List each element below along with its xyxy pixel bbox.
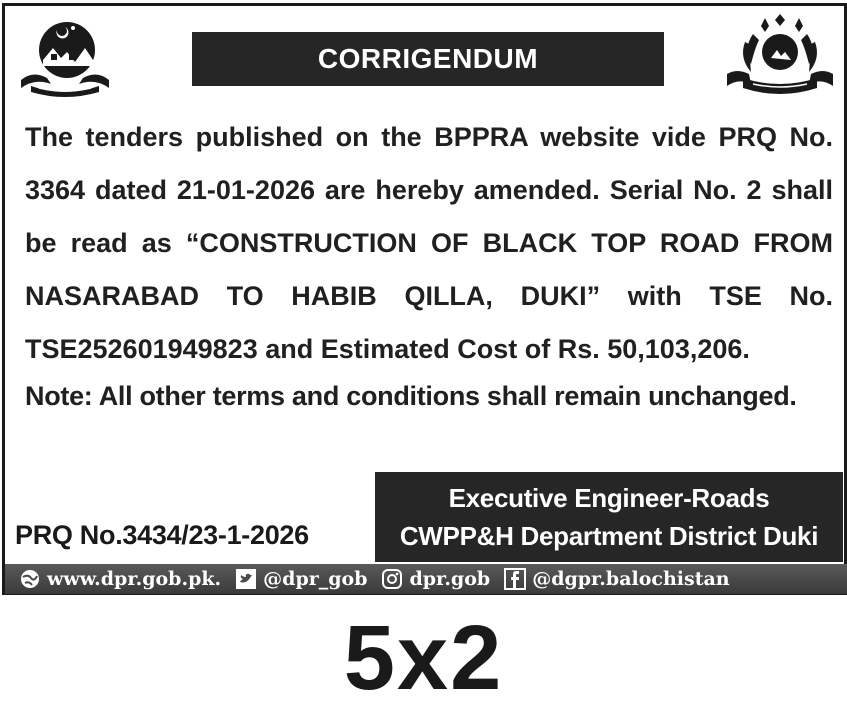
instagram-handle: dpr.gob <box>409 568 491 590</box>
footer-instagram[interactable] <box>381 568 490 590</box>
balochistan-emblem-icon <box>17 14 113 98</box>
ad-size-label: 5x2 <box>343 607 504 709</box>
globe-icon <box>19 568 41 590</box>
signatory-department: CWPP&H Department District Duki <box>399 521 819 551</box>
website-text: www.dpr.gob.pk. <box>47 568 222 590</box>
title-banner <box>192 32 664 86</box>
contact-footer <box>5 564 847 594</box>
note-text: Note: All other terms and conditions shall remain unchanged. <box>25 381 797 411</box>
twitter-icon <box>235 568 257 590</box>
footer-twitter[interactable] <box>235 568 367 590</box>
dgpr-emblem-icon <box>721 12 839 102</box>
instagram-icon <box>381 568 403 590</box>
signatory-title: Executive Engineer-Roads <box>448 483 770 513</box>
twitter-handle: @dpr_gob <box>263 568 368 590</box>
facebook-icon <box>504 568 526 590</box>
footer-facebook[interactable] <box>504 568 729 590</box>
advertisement-frame <box>2 3 847 595</box>
footer-website[interactable] <box>19 568 221 590</box>
signatory-block <box>375 472 843 562</box>
document-title: CORRIGENDUM <box>317 43 539 74</box>
facebook-handle: @dgpr.balochistan <box>532 568 730 590</box>
body-text-block <box>25 111 833 376</box>
prq-reference: PRQ No.3434/23-1-2026 <box>15 520 309 550</box>
amendment-paragraph: The tenders published on the BPPRA website vide PRQ No. 3364 dated 21-01-2026 are hereby amended. Serial No. 2 shall be read as “CONSTRUCTION OF BLACK TOP ROAD FROM NASARABAD TO HABIB QILLA, DUKI” with TSE No. TSE252601949823 and Estimated Cost of Rs. 50,103,206. <box>25 122 833 364</box>
